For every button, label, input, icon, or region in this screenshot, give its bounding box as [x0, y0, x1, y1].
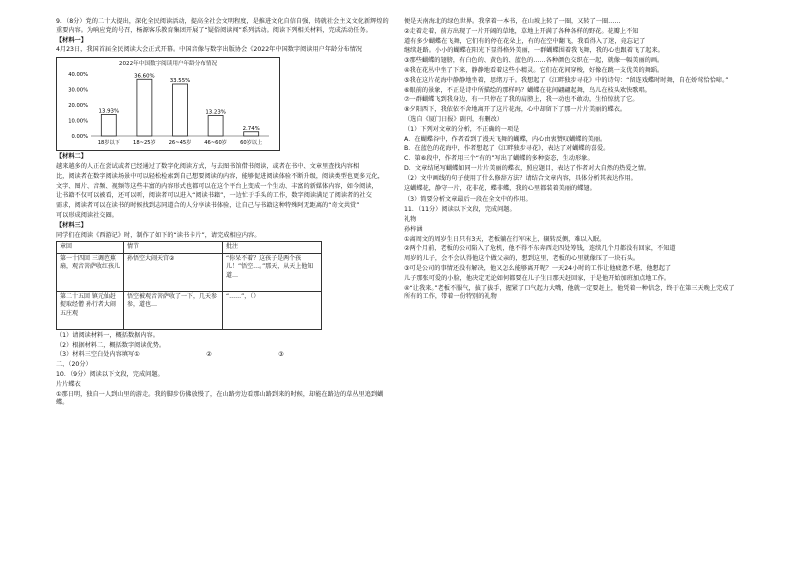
passage-2-para: 周岁的儿子，会不会认得他这个做父亲的，想到这里，老板的心里就像压了一块石头。 [404, 255, 640, 263]
passage-title: 片片蝶衣 [56, 380, 81, 388]
passage-para: ⑧夕阳西下，我依依不舍地离开了这片花海，心中却留下了那一片片美丽的蝶衣。 [404, 106, 627, 114]
task-3: （3）材料三空白处内容填写① ② ③ [56, 351, 284, 359]
chart-title: 2022年中国数字阅读用户年龄分布情况 [118, 61, 218, 68]
passage-2-para: ②两个月前，老板的公司陷入了危机，他不得不东奔西走四处筹钱，连续几个月都没有回家，不知道 [404, 245, 676, 253]
y-tick-label: 0.00% [71, 134, 88, 141]
option-a: A．在蝴蝶谷中，作者看到了漫天飞舞的蝴蝶，内心由衷赞叹蝴蝶的美丽。 [404, 135, 607, 143]
passage-para: ⑥眼前的景象，不正是诗中所描绘的那样吗？蝴蝶在花间翩翩起舞，鸟儿在枝头欢快歌唱。 [404, 86, 651, 94]
table-header-cell: 章回 [57, 242, 124, 254]
bar [173, 84, 188, 136]
material-2-label: 【材料二】 [56, 153, 87, 161]
question-2: （2）文中画线的句子使用了什么修辞方法？请结合文章内容，具体分析其表达作用。 [404, 174, 637, 182]
table-cell: 第二十五回 镇元仙赶捉取经僧 孙行者大闹五庄观 [57, 291, 124, 329]
question-3: （3）简要分析文章最后一段在全文中的作用。 [404, 196, 532, 204]
option-b: B．在蓝色的花海中，作者想起了《江畔独步寻花》，表达了对蝴蝶的喜爱。 [404, 145, 610, 153]
y-tick-label: 40.00% [68, 72, 88, 79]
material-3-label: 【材料三】 [56, 221, 87, 229]
material-2-line-5: 可以形成阅读社交圈。 [56, 211, 118, 219]
x-category-label: 18岁以下 [97, 140, 120, 147]
bar-value-label: 13.93% [98, 108, 120, 115]
reading-card-table [56, 241, 322, 330]
passage-para: ⑦一群蝴蝶飞到我身边，有一只停在了我的肩膀上，我一动也不敢动，生怕惊扰了它。 [404, 96, 639, 104]
left-column [56, 18, 392, 549]
chart-svg [57, 58, 279, 150]
bar-chart [56, 57, 280, 151]
table-cell: 第一十四回 三调芭蕉扇，观音菩萨收红孩儿 [57, 253, 124, 291]
material-1-label: 【材料一】 [56, 36, 87, 44]
passage-2-para: ①离周文的周岁生日只有3天，老板躺在行军床上，辗转反侧，难以入眠。 [404, 235, 606, 243]
passage-para: ④我在花丛中坐了下来，静静地看着这些小精灵。它们在花间穿梭，好像在跳一支优美的舞蹈。 [404, 66, 664, 74]
question-11: 11．（11分）阅读以下文段，完成问题。 [404, 206, 516, 214]
passage-para: ②走着走着，前方出现了一片开阔的草地，草地上开满了各种各样的野花。花瓣上不知 [404, 27, 639, 35]
table-cell: “你呆不着？这孩子是两个孩儿！”悟空…。”那天，从天上他知道… [223, 253, 322, 291]
x-category-label: 26~45岁 [168, 140, 192, 147]
y-tick-label: 10.00% [68, 118, 88, 125]
material-2-line-3: 让书籍不仅可以被看，还可以听，阅读者可以进入“阅读书籍”，一边忙于手头的工作，数字阅读满足了阅读者的社交 [56, 192, 372, 200]
passage-2-title: 礼物 [404, 215, 417, 223]
passage-2-para: ③可是公司的事情还没有解决，他又怎么能够离开呢？一天24小时的工作让他疲惫不堪，他想起了 [404, 264, 672, 272]
passage-2-author: 孙梓涵 [404, 225, 423, 233]
table-row [57, 291, 322, 329]
table-header-cell: 情节 [124, 242, 223, 254]
table-header-row [57, 242, 322, 254]
material-2-line-1: 比，阅读者在数字阅读场景中可以轻松检索到自己想要阅读的内容，能够促进阅读体验不断升级，阅读类型也更多元化， [56, 172, 384, 180]
task-2: （2）根据材料二，概括数字阅读优势。 [56, 341, 166, 349]
bar-value-label: 36.60% [134, 73, 155, 80]
option-c: C．第⑥段中，作者用三个“有的”写出了蝴蝶的多种姿态，生动形象。 [404, 155, 594, 163]
material-2-line-2: 文字、图片、音频、视频等这些丰富的内容形式也都可以在这个平台上变成一个生动、丰富的新媒体内容，如今阅读， [56, 182, 378, 190]
y-tick-label: 30.00% [68, 87, 88, 94]
table-cell: 悟空被观音菩萨收了一下，几天参参，道也… [124, 291, 223, 329]
question-1: （1）下列对文章的分析，不正确的一项是 [404, 125, 520, 133]
answer-blank-2: ② [206, 351, 212, 359]
q9-intro: 9．（8分）党的二十大提出，深化全民阅读活动，提高全社会文明程度，是推进文化自信自强，铸就社会主义文化新辉煌的重要内容。为响应党的号召，杨源客乐教育集团开展了“疑俗阅读闯”系列活动。阅读下列相关材料，完成活动任务。 [56, 18, 389, 34]
bar [208, 116, 223, 137]
passage-2-para: 儿子那张可爱的小脸，他决定无论如何都要在儿子生日那天赶回家，于是他开始加班加点地工作。 [404, 274, 671, 282]
section-label: 二、（20分） [56, 361, 92, 369]
bar-value-label: 33.55% [169, 78, 191, 85]
x-category-label: 46~60岁 [204, 140, 227, 147]
passage-para: 道有多少蝴蝶在飞舞，它们有的停在花朵上，有的在空中翻飞，我看得入了迷，竟忘记了 [404, 37, 646, 45]
task-1: （1）请阅读材料一，概括数据内容。 [56, 331, 159, 339]
x-category-label: 60岁以上 [240, 140, 263, 147]
bar-value-label: 13.23% [205, 109, 226, 116]
material-1-text: 4月23日，我国首届全民阅读大会正式开幕。中国音像与数字出版协会《2022年中国数字阅读用户年龄分布情况 [56, 46, 362, 54]
y-tick-label: 20.00% [68, 103, 88, 110]
bar [137, 79, 152, 136]
material-2-line-0: 越来越多的人正在尝试或者已经通过了数字化阅读方式，与去图书馆借书阅读，或者在书中、文章里查找内容相 [56, 162, 360, 170]
option-d: D．文章结尾写蝴蝶如同一片片美丽的蝶衣，照应题目，表达了作者对大自然的热爱之情。 [404, 164, 651, 172]
question-10: 10．（9分）阅读以下文段，完成问题。 [56, 371, 164, 379]
x-category-label: 18~25岁 [133, 140, 156, 147]
passage-para-1: ①那日明，独自一人到山里的游走。我的脚步仿佛放慢了，在山路旁边看那山路到来的时候，却能在路边的草丛里追到蝴蝶。 [56, 390, 384, 407]
right-column [404, 18, 740, 549]
material-3-text: 同学们在阅读《西游记》时，制作了如下的“读书卡片”，请完成相应内容。 [56, 231, 261, 239]
table-row [57, 253, 322, 291]
passage-para: 便是天南海北的绿色世界。我拿着一本书，在山坡上转了一圈，又转了一圈…… [404, 18, 621, 25]
passage-para: ③那些蝴蝶的翅膀，有白色的、黄色的、蓝色的……各种颜色交织在一起，就像一幅美丽的画。 [404, 57, 664, 65]
answer-blank-3: ③ [278, 351, 284, 359]
bar [244, 132, 259, 136]
question-2-quote: 这蝴蝶花，静守一片，花非花，蝶非蝶，我的心里都装着美丽的蝶翅。 [404, 184, 596, 192]
table-cell: 孙悟空大闹天宫② [124, 253, 223, 291]
passage-source: （选自《厦门日报》副刊，有删改） [404, 115, 503, 123]
passage-para: 继续赶路。小小的蝴蝶在阳光下显得格外美丽，一群蝴蝶围着我飞舞，我的心也跟着飞了起来。 [404, 47, 664, 55]
bar [101, 115, 116, 137]
bar-value-label: 2.74% [242, 125, 260, 132]
passage-para: ⑤我在这片花海中静静地坐着，思绪万千。我想起了《江畔独步寻花》中的诗句：“留连戏蝶时时舞，自在娇莺恰恰啼。” [404, 76, 729, 84]
passage-2-para: ④“让我来。”老板不服气，拔了拔手，握紧了口气起力大嘴，他就一定要赶上，他凭着一种信念，终于在第三天晚上完成了所有的工作，带着一份特别的礼物 [404, 284, 735, 301]
material-2-line-4: 需求，阅读者可以在读书的时候找到志同道合的人分享读书体验，让自己与书籍这种特殊阿无距离的“奇文共赏” [56, 202, 360, 210]
table-cell: “……”，（） [223, 291, 322, 329]
table-header-cell: 批注 [223, 242, 322, 254]
